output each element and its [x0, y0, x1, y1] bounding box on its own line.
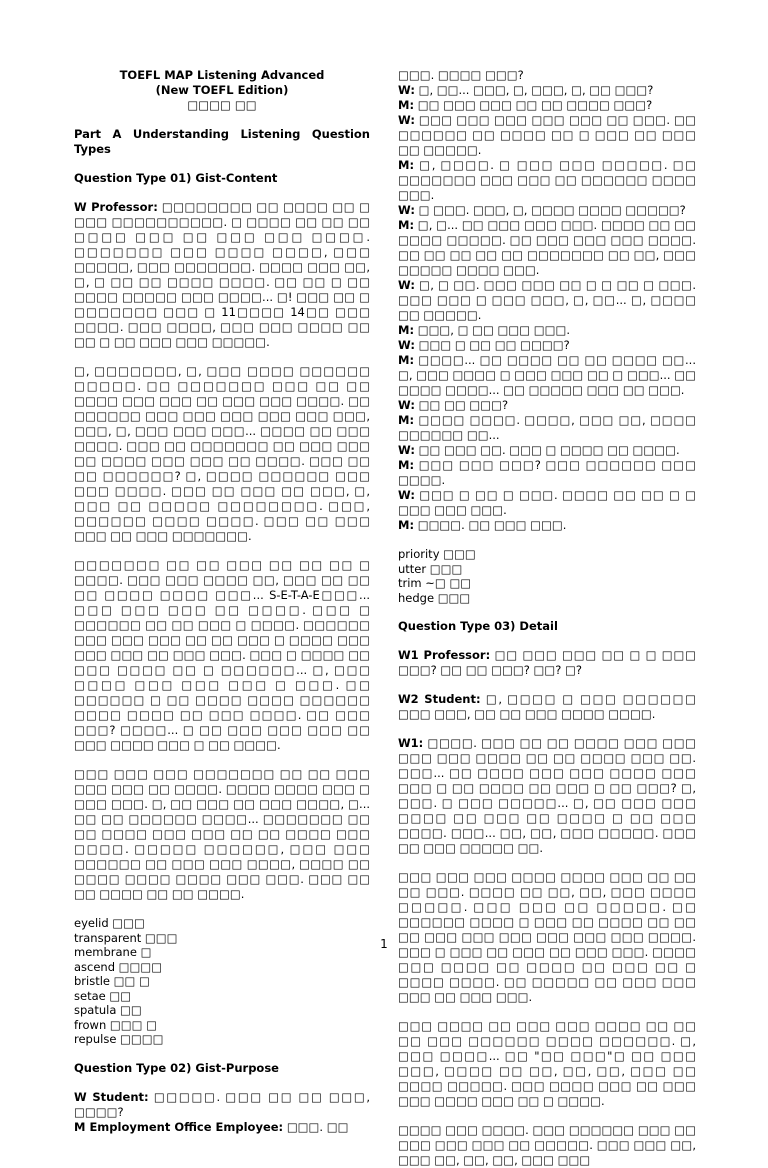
vocab-item: priority □□□ [398, 547, 476, 561]
dialogue-text: □□□ □□□ □□□? □□□ □□□□□□ □□□ □□□□. [398, 458, 697, 487]
dialogue-text: □□□□... □□ □□□□ □□ □□ □□□□ □□... □, □□□ □□□□ □ □□□ □□□ □□ □ □□□... □□ □□□□ □□□□... □□ □□□□□ □□□ □□ □□□. [398, 353, 696, 397]
speaker-label: W: [398, 83, 415, 97]
vocab-item: transparent □□□ [74, 930, 178, 945]
vocab-item: ascend □□□□ [74, 959, 163, 974]
dialogue-line [398, 278, 696, 323]
document-subtitle: (New TOEFL Edition) [155, 83, 289, 97]
dialogue-line [398, 488, 696, 518]
dialogue-line [398, 413, 696, 443]
q2-heading: Question Type 02) Gist-Purpose [74, 1060, 279, 1075]
dialogue-line [398, 353, 696, 398]
vocab-item: hedge □□□ [398, 590, 471, 605]
dialogue-text: □□□□ □□□□. □□□□, □□□ □□, □□□□ □□□□□□ □□... [398, 413, 697, 442]
dialogue-text: □ □□□. □□□, □, □□□□ □□□□ □□□□□? [418, 203, 686, 217]
part-heading: Part A Understanding Listening Question Types [74, 127, 370, 156]
q2-text-student: □□□□□. □□□ □□ □□ □□□, □□□□? [74, 1089, 370, 1119]
q2-line-student [74, 1090, 370, 1120]
dialogue-text: □□□, □ □□ □□□ □□□. [417, 323, 571, 337]
dialogue-text: □□□□. □□ □□□ □□□. [417, 518, 567, 532]
vocab-item: eyelid □□□ [74, 916, 145, 930]
dialogue-line [398, 98, 696, 113]
vocab-item: utter □□□ [398, 561, 463, 576]
q1-paragraph-1 [74, 200, 370, 350]
vocab-item: setae □□ [74, 988, 132, 1003]
document-subtitle-korean: □□□□ □□ [187, 98, 257, 112]
left-column [74, 68, 370, 1135]
vocab-item: trim ~□ □□ [398, 576, 472, 590]
q3-student-text: □, □□□□ □ □□□ □□□□□□ □□□ □□□, □□ □□ □□□ □□□□ □□□□. [398, 692, 696, 721]
speaker-label: W1 Professor: [398, 648, 491, 662]
vocab-item: repulse □□□□ [74, 1032, 164, 1046]
speaker-label: M: [398, 518, 415, 532]
speaker-label: W: [398, 203, 415, 217]
speaker-label: M Employment Office Employee: [74, 1119, 284, 1134]
right-column [398, 68, 696, 1168]
dialogue-line [398, 323, 696, 338]
dialogue-line [398, 398, 696, 413]
speaker-label: M: [398, 158, 415, 172]
q3-paragraph-2: □□□ □□□ □□□ □□□□ □□□□ □□□ □□ □□ □□ □□□. □□□□ □□ □□, □□, □□□ □□□□ □□□□□. □□□ □□□ □□ □□□□□. □□ □□□□□□ □□□□ □ □□□ □□ □□□□ □□ □□ □□ □□□ □□□ □□□ □□□ □□□ □□□ □□□□. □□□ □ □□□ □□ □□□ □□ □□□ □□□. □□□□ □□□ □□□□ □□ □□□□ □□ □□□ □□ □ □□□□ □□□□. □□ □□□□□ □□ □□□ □□□ □□□ □□ □□□ □□□. [398, 870, 696, 1004]
vocab-item: membrane □ [74, 945, 152, 959]
dialogue-text: □□ □□□ □□. □□□ □ □□□□ □□ □□□□. [418, 443, 680, 457]
q3-professor-text-2: □□□□. □□□ □□ □□ □□□□ □□□ □□□ □□□ □□□ □□□□ □□ □□ □□□□ □□□ □□. □□□... □□ □□□□ □□□ □□□ □□□□ □□□ □□□ □ □□ □□□□ □□ □□□ □ □□ □□□? □, □□□. □ □□□ □□□□□... □, □□ □□□ □□□ □□□□ □□ □□□ □□ □□□□ □ □□ □□□ □□□□. □□□... □□, □□, □□□ □□□□□. □□□ □□ □□□ □□□□□ □□. [398, 736, 697, 855]
q1-paragraph-4: □□□ □□□ □□□ □□□□□□□ □□ □□ □□□ □□□ □□□ □□ □□□□. □□□□ □□□□ □□□ □ □□□ □□□. □, □□ □□□ □□ □□□ □□□□, □... □□ □□ □□□□□□ □□□□... □□□□□□□ □□ □□ □□□□ □□□ □□□ □□ □□ □□□□ □□□ □□□□. □□□□□ □□□□□□, □□□ □□□ □□□□□□ □□ □□□ □□□ □□□□, □□□□ □□ □□□□ □□□□ □□□□ □□□ □□□. □□□ □□ □□ □□□□ □□ □□ □□□□. [74, 767, 370, 901]
speaker-label: W: [398, 338, 415, 352]
speaker-label: W Student: [74, 1089, 149, 1104]
dialogue-line [398, 518, 696, 533]
q3-paragraph-3: □□□ □□□□ □□ □□□ □□□ □□□□ □□ □□ □□ □□□ □□□□□□ □□□□ □□□□□□. □, □□□ □□□□... □□ "□□ □□□"□ □□ □□□ □□□, □□□□ □□ □□, □□, □□, □□□ □□ □□□□ □□□□□. □□□ □□□□ □□□ □□ □□□ □□□ □□□□ □□□ □□ □ □□□□. [398, 1019, 696, 1108]
speaker-label: W Professor: [74, 200, 158, 214]
dialogue-text: □□ □□ □□□? [418, 398, 509, 412]
dialogue-text: □□□ □□□ □□□ □□□ □□□ □□ □□□. □□ □□□□□□ □□ □□□□ □□ □ □□□ □□ □□□ □□ □□□□□. [398, 113, 697, 157]
vocab-item: frown □□□ □ [74, 1017, 158, 1032]
speaker-label: M: [398, 353, 415, 367]
q3-professor-line-2 [398, 736, 696, 856]
dialogue-line [398, 113, 696, 158]
dialogue-text: □, □□... □□□, □, □□□, □, □□ □□□? [418, 83, 654, 97]
dialogue-line [398, 458, 696, 488]
speaker-label: W1: [398, 736, 424, 750]
q3-heading: Question Type 03) Detail [398, 619, 558, 633]
vocab-item: bristle □□ □ [74, 974, 150, 988]
dialogue-text: □□ □□□ □□□ □□ □□ □□□□ □□□? [417, 98, 653, 112]
q1-heading: Question Type 01) Gist-Content [74, 171, 278, 185]
dialogue-text: □, □... □□ □□□ □□□ □□□. □□□□ □□ □□ □□□□ □□□□□. □□ □□□ □□□ □□□ □□□□. □□ □□ □□ □□ □□ □□□□□□□ □□ □□, □□□ □□□□□ □□□□ □□□. [398, 218, 696, 277]
speaker-label: M: [398, 458, 415, 472]
q2-line-employee [74, 1120, 370, 1135]
dialogue-text: □□□ □ □□ □□ □□□□? [418, 338, 570, 352]
speaker-label: W: [398, 278, 415, 292]
speaker-label: W: [398, 443, 415, 457]
speaker-label: W: [398, 113, 415, 127]
q2-text-employee: □□□. □□ [286, 1119, 349, 1134]
dialogue-line [398, 83, 696, 98]
vocab-list-1 [74, 916, 370, 1047]
q3-student-line [398, 692, 696, 722]
q1-text-1: □□□□□□□□ □□ □□□□ □□ □ □□□ □□□□□□□□□□. □ □□□□ □□ □□ □□ □□□□ □□□ □□ □□□ □□□ □□□□. □□□□□□□ □□□ □□□□ □□□□, □□□ □□□□□, □□□ □□□□□□□. □□□□ □□□ □□, □, □ □□ □□ □□□□ □□□□. □□ □□ □ □□ □□□□ □□□□□ □□□ □□□□... □! □□□ □□ □ □□□□□□□ □□□ □ 11□□□□ 14□□ □□□ □□□□. □□□ □□□□, □□□ □□□ □□□□ □□ □□ □ □□ □□□ □□□ □□□□□. [74, 200, 370, 349]
dialogue-text: □□□ □ □□ □ □□□. □□□□ □□ □□ □ □ □□□ □□□ □□□. [398, 488, 696, 517]
speaker-label: M: [398, 413, 415, 427]
dialogue-line [398, 203, 696, 218]
dialogue-text: □, □□□□. □ □□□ □□□ □□□□□. □□ □□□□□□□ □□□ □□□ □□ □□□□□□ □□□□ □□□. [398, 158, 697, 202]
speaker-label: W: [398, 488, 415, 502]
dialogue-continuation: □□□. □□□□ □□□? [398, 68, 524, 82]
speaker-label: M: [398, 98, 415, 112]
document-title: TOEFL MAP Listening Advanced [119, 68, 325, 82]
dialogue-line [398, 443, 696, 458]
dialogue-block [398, 83, 696, 533]
vocab-item: spatula □□ [74, 1003, 142, 1017]
q1-paragraph-3: □□□□□□□ □□ □□ □□□ □□ □□ □□ □ □□□□. □□□ □□□ □□□□ □□, □□□ □□ □□ □□ □□□□ □□□□ □□□... S-E-T-A-E□□□... □□□ □□□ □□□ □□ □□□□. □□□ □ □□□□□□ □□ □□ □□□ □ □□□□. □□□□□□ □□□ □□□ □□□ □□ □□ □□□ □ □□□□ □□□ □□□ □□□ □□ □□□ □□□. □□□ □ □□□□ □□ □□□ □□□□ □□ □ □□□□□□... □, □□□ □□□□ □□□ □□□ □□□ □ □□□. □□ □□□□□□ □ □□ □□□□ □□□□ □□□□□□ □□□□ □□□□ □□ □□□ □□□□. □□ □□□ □□□? □□□□... □ □□ □□□ □□□ □□□ □□ □□□ □□□□ □□□ □ □□ □□□□. [74, 558, 370, 752]
speaker-label: W: [398, 398, 415, 412]
q3-professor-text: □□ □□□ □□□ □□ □ □ □□□ □□□? □□ □□ □□□? □□? □? [398, 648, 697, 677]
q3-paragraph-4: □□□□ □□□ □□□□. □□□ □□□□□□ □□□ □□ □□□ □□□ □□□ □□ □□□□□. □□□ □□□ □□, □□□ □□, □□, □□, □□□ □□□ [398, 1123, 696, 1167]
dialogue-line [398, 158, 696, 203]
q1-paragraph-2: □, □□□□□□□, □, □□□ □□□□ □□□□□□ □□□□□. □□ □□□□□□□ □□□ □□ □□ □□□□ □□□ □□□ □□ □□□ □□□ □□□□. □□ □□□□□□ □□□ □□□ □□□ □□□ □□□ □□□, □□□, □, □□□ □□□ □□□... □□□□ □□ □□□ □□□□. □□□ □□ □□□□□□□ □□ □□□ □□□ □□ □□□□ □□□ □□□ □□ □□□□. □□□ □□ □□ □□□□□□? □, □□□□ □□□□□□ □□□ □□□ □□□□. □□□ □□ □□□ □□ □□□, □, □□□ □□ □□□□□ □□□□□□□□. □□□, □□□□□□ □□□□ □□□□. □□□ □□ □□□ □□□ □□ □□□ □□□□□□□. [74, 364, 370, 543]
speaker-label: M: [398, 218, 415, 232]
dialogue-text: □, □ □□. □□□ □□□ □□ □ □ □□ □ □□□. □□□ □□□ □ □□□ □□□, □, □□... □, □□□□ □□ □□□□□. [398, 278, 696, 322]
page-number: 1 [380, 937, 388, 951]
dialogue-line [398, 218, 696, 278]
dialogue-line [398, 338, 696, 353]
q3-professor-line [398, 648, 696, 678]
vocab-list-2 [398, 547, 696, 605]
speaker-label: W2 Student: [398, 692, 481, 706]
speaker-label: M: [398, 323, 415, 337]
